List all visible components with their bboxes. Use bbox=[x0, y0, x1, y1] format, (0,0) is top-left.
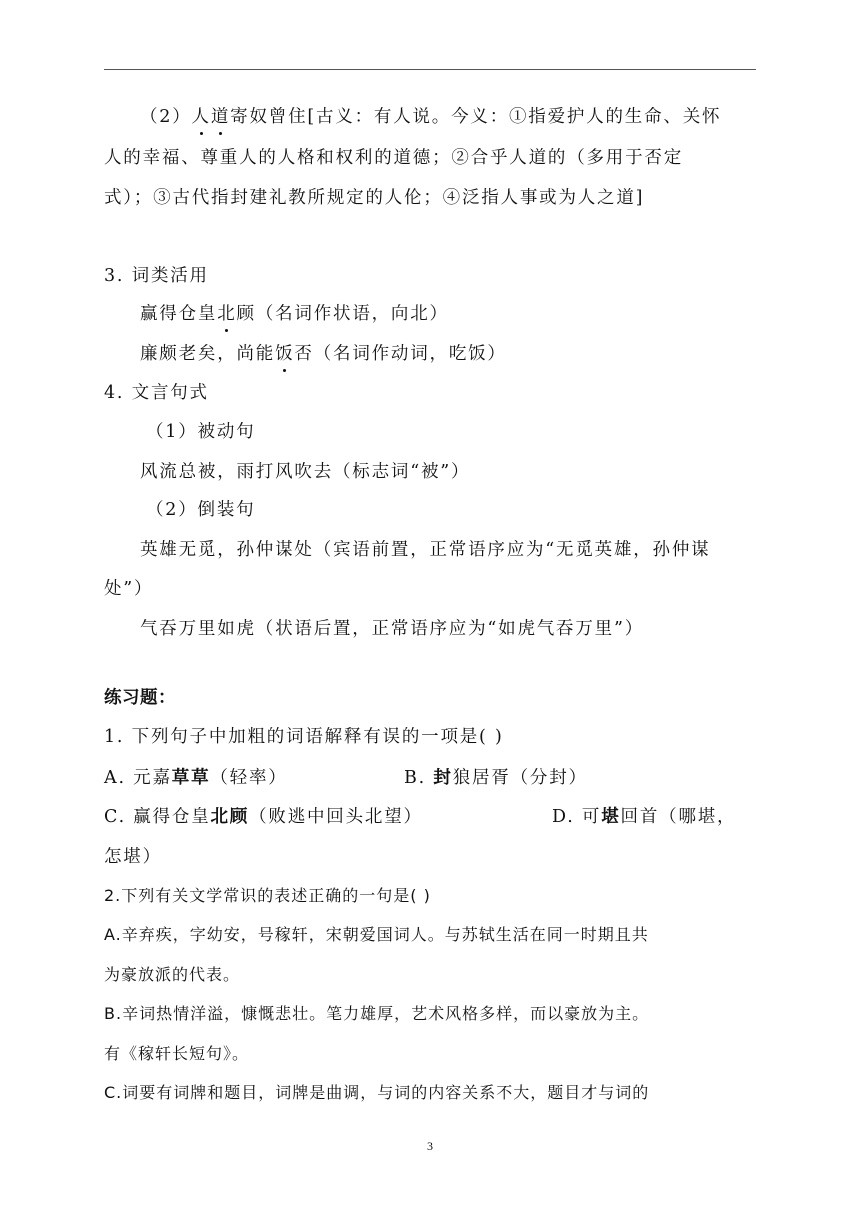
section-title-3: 3. 词类活用 bbox=[104, 266, 209, 286]
q1-option-d-cont: 怎堪） bbox=[104, 847, 162, 867]
example-line-cont: 处”） bbox=[104, 579, 154, 599]
emphasis-char: 饭 bbox=[275, 344, 295, 364]
exercises-title: 练习题： bbox=[104, 688, 176, 708]
emphasis-char: 北 bbox=[217, 304, 237, 324]
example-line: 赢得仓皇北顾（名词作状语，向北） bbox=[140, 304, 449, 324]
q1-option-d: D. 可堪回首（哪堪， bbox=[552, 807, 737, 827]
q1-option-c: C. 赢得仓皇北顾（败逃中回头北望） bbox=[104, 807, 423, 827]
header-rule bbox=[104, 69, 756, 70]
q2-option-b: B.辛词热情洋溢，慷慨悲壮。笔力雄厚，艺术风格多样，而以豪放为主。 bbox=[104, 1004, 650, 1023]
q1-option-b: B. 封狼居胥（分封） bbox=[404, 768, 588, 788]
q1-option-a: A. 元嘉草草（轻率） bbox=[104, 768, 288, 788]
meaning-line-1: （2）人道寄奴曾住[古义：有人说。今义：①指爱护人的生命、关怀 bbox=[140, 107, 722, 127]
example-line: 气吞万里如虎（状语后置，正常语序应为“如虎气吞万里”） bbox=[140, 619, 644, 639]
page-number: 3 bbox=[427, 1139, 433, 1153]
meaning-line-3: 式）；③古代指封建礼教所规定的人伦；④泛指人事或为人之道] bbox=[104, 188, 645, 208]
emphasis-char: 人 bbox=[191, 107, 211, 127]
question-2-stem: 2.下列有关文学常识的表述正确的一句是( ) bbox=[104, 886, 431, 905]
subsection-title: （1）被动句 bbox=[146, 422, 256, 442]
q2-option-a-cont: 为豪放派的代表。 bbox=[104, 965, 241, 984]
q2-option-a: A.辛弃疾，字幼安，号稼轩，宋朝爱国词人。与苏轼生活在同一时期且共 bbox=[104, 925, 649, 944]
q2-option-c: C.词要有词牌和题目，词牌是曲调，与词的内容关系不大，题目才与词的 bbox=[104, 1083, 650, 1102]
subsection-title: （2）倒装句 bbox=[146, 500, 256, 520]
question-1-stem: 1. 下列句子中加粗的词语解释有误的一项是( ) bbox=[104, 727, 504, 747]
example-line: 英雄无觅，孙仲谋处（宾语前置，正常语序应为“无觅英雄，孙仲谋 bbox=[140, 540, 711, 560]
q2-option-b-cont: 有《稼轩长短句》。 bbox=[104, 1044, 250, 1063]
example-line: 廉颇老矣，尚能饭否（名词作动词，吃饭） bbox=[140, 344, 507, 364]
section-title-4: 4. 文言句式 bbox=[104, 383, 209, 403]
meaning-line-2: 人的幸福、尊重人的人格和权利的道德；②合乎人道的（多用于否定 bbox=[104, 148, 683, 168]
example-line: 风流总被，雨打风吹去（标志词“被”） bbox=[140, 462, 471, 482]
emphasis-char: 道 bbox=[210, 107, 231, 127]
